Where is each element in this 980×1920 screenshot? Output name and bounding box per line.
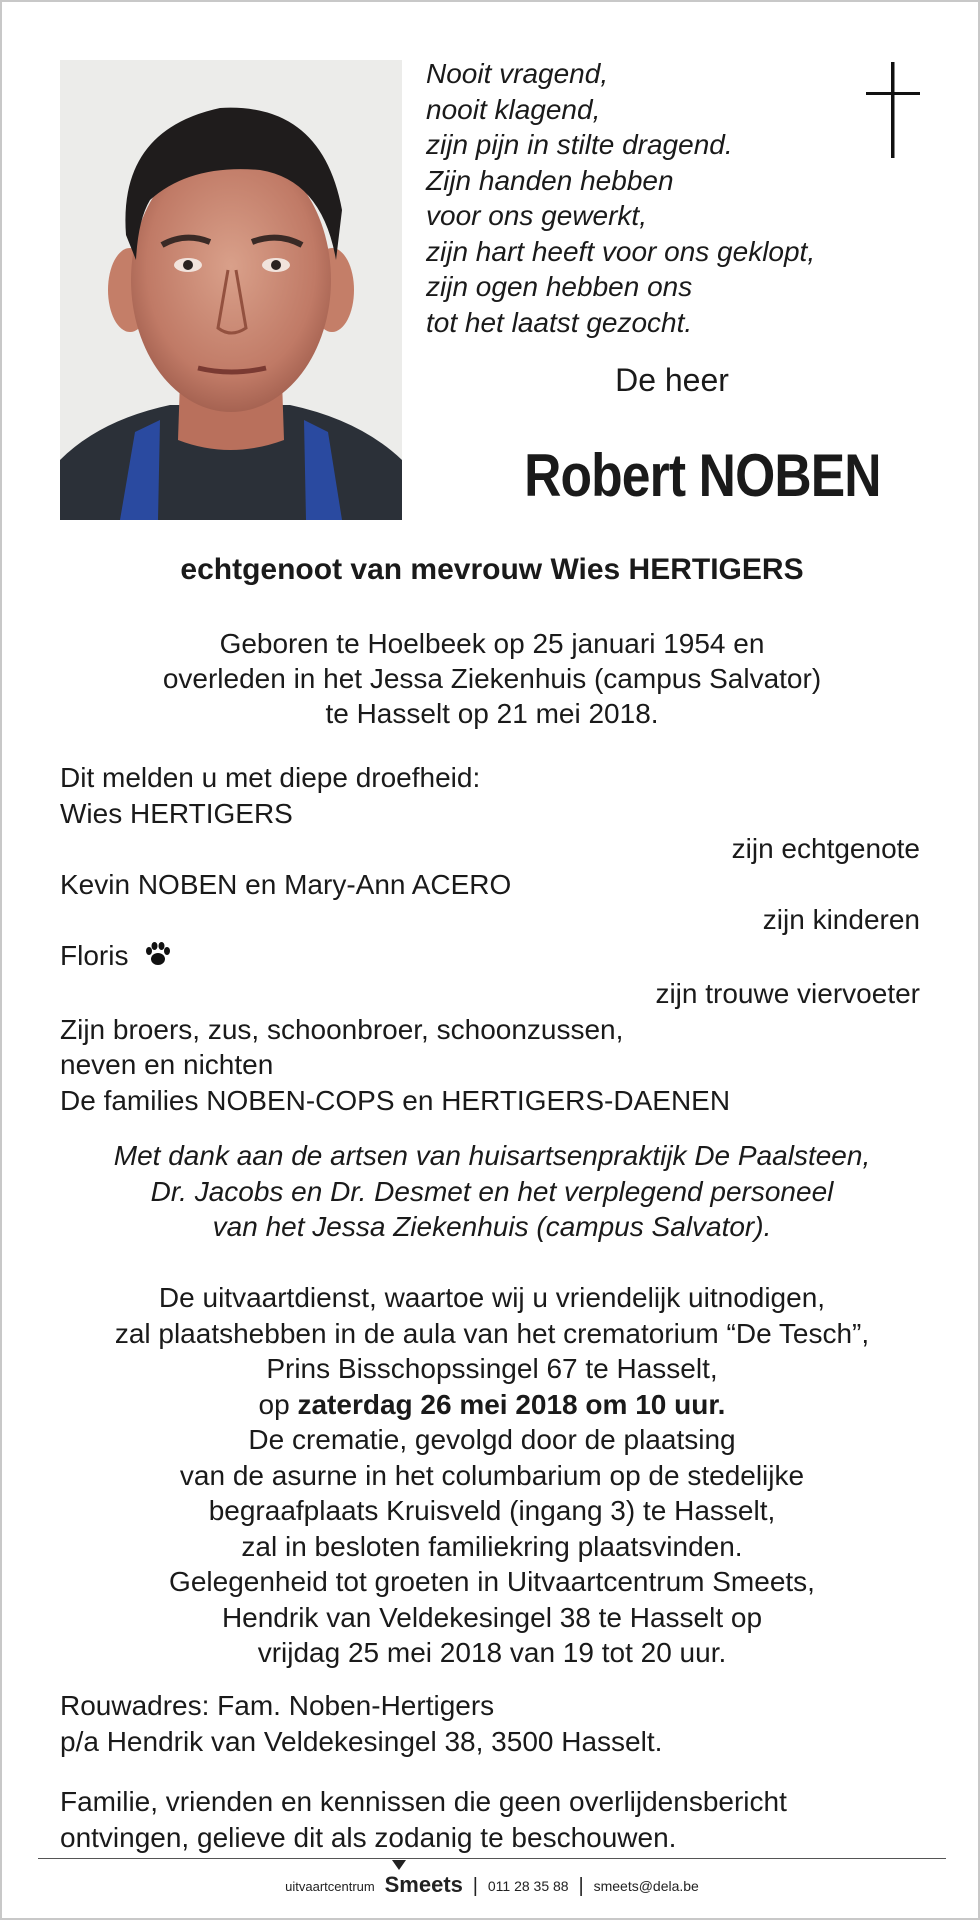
- notice-line: Familie, vrienden en kennissen die geen overlijdensbericht: [60, 1786, 787, 1817]
- birth-death-line: te Hasselt op 21 mei 2018.: [325, 698, 659, 729]
- paw-icon: [144, 940, 172, 977]
- footer-brand: Smeets: [384, 1872, 463, 1897]
- poem-line: tot het laatst gezocht.: [426, 306, 693, 338]
- thanks-line: Met dank aan de artsen van huisartsenpraktijk De Paalsteen,: [113, 1140, 871, 1171]
- thanks-line: Dr. Jacobs en Dr. Desmet en het verplegend personeel: [150, 1175, 834, 1207]
- footer-divider: [38, 1858, 946, 1859]
- service-line: van de asurne in het columbarium op de stedelijke: [179, 1459, 805, 1491]
- cross-icon: [864, 62, 924, 167]
- service-line: zal in besloten familiekring plaatsvinden.: [241, 1530, 743, 1562]
- service-line: Gelegenheid tot groeten in Uitvaartcentrum Smeets,: [169, 1566, 815, 1597]
- family-member-name: Wies HERTIGERS: [60, 797, 293, 829]
- service-date: zaterdag 26 mei 2018 om 10 uur.: [297, 1388, 726, 1420]
- address-line: Rouwadres: Fam. Noben-Hertigers: [60, 1690, 495, 1721]
- service-line: zal plaatshebben in de aula van het crematorium “De Tesch”,: [114, 1317, 870, 1349]
- service-line: begraafplaats Kruisveld (ingang 3) te Hasselt,: [208, 1495, 776, 1526]
- family-intro: Dit melden u met diepe droefheid:: [60, 762, 481, 793]
- poem: [426, 56, 886, 340]
- poem-line: zijn pijn in stilte dragend.: [426, 129, 733, 160]
- service-date-line: [2, 1387, 980, 1423]
- poem-line: voor ons gewerkt,: [426, 200, 647, 231]
- family-other-line: neven en nichten: [60, 1049, 274, 1080]
- service-line: De uitvaartdienst, waartoe wij u vriendelijk uitnodigen,: [158, 1282, 826, 1313]
- notice-text: [60, 1784, 940, 1855]
- poem-line: zijn hart heeft voor ons geklopt,: [426, 235, 816, 267]
- birth-death-line: overleden in het Jessa Ziekenhuis (campus Salvator): [162, 663, 822, 694]
- service-date-prefix: op: [258, 1388, 298, 1420]
- family-member-row: [60, 938, 920, 977]
- poem-line: Nooit vragend,: [426, 58, 609, 89]
- family-member-name: Kevin NOBEN en Mary-Ann ACERO: [60, 868, 512, 900]
- thanks-line: van het Jessa Ziekenhuis (campus Salvator).: [212, 1211, 772, 1242]
- salutation: De heer: [615, 362, 729, 398]
- portrait-photo: [60, 60, 402, 520]
- family-member-relation: zijn echtgenote: [731, 833, 920, 864]
- footer: [2, 1872, 980, 1900]
- footer-separator: |: [578, 1875, 584, 1897]
- service-line: Hendrik van Veldekesingel 38 te Hasselt op: [221, 1601, 763, 1633]
- poem-line: Zijn handen hebben: [426, 164, 674, 196]
- deceased-name: Robert NOBEN: [524, 442, 881, 509]
- footer-separator: |: [472, 1875, 478, 1897]
- address-line: p/a Hendrik van Veldekesingel 38, 3500 Hasselt.: [60, 1725, 663, 1757]
- family-announcement: [60, 760, 920, 1118]
- family-member-relation: zijn kinderen: [762, 904, 920, 935]
- family-member-name: Floris: [60, 939, 129, 971]
- footer-brand-small: uitvaartcentrum: [285, 1879, 375, 1894]
- footer-email[interactable]: smeets@dela.be: [593, 1878, 699, 1894]
- footer-phone: 011 28 35 88: [487, 1878, 569, 1894]
- service-line: vrijdag 25 mei 2018 van 19 tot 20 uur.: [257, 1637, 727, 1668]
- birth-death-info: [2, 626, 980, 731]
- family-other-line: De families NOBEN-COPS en HERTIGERS-DAENEN: [60, 1084, 731, 1116]
- mourning-address: [60, 1688, 920, 1759]
- poem-line: zijn ogen hebben ons: [426, 271, 693, 302]
- service-line: De crematie, gevolgd door de plaatsing: [248, 1424, 736, 1455]
- thanks-message: [2, 1138, 980, 1245]
- poem-line: nooit klagend,: [426, 93, 601, 125]
- notice-line: ontvingen, gelieve dit als zodanig te beschouwen.: [60, 1821, 677, 1853]
- service-line: Prins Bisschopssingel 67 te Hasselt,: [266, 1353, 718, 1384]
- family-other-line: Zijn broers, zus, schoonbroer, schoonzussen,: [60, 1013, 624, 1045]
- funeral-service-info: [2, 1280, 980, 1671]
- birth-death-line: Geboren te Hoelbeek op 25 januari 1954 en: [219, 628, 765, 659]
- spouse-line: echtgenoot van mevrouw Wies HERTIGERS: [180, 553, 804, 586]
- family-member-relation: zijn trouwe viervoeter: [655, 978, 920, 1009]
